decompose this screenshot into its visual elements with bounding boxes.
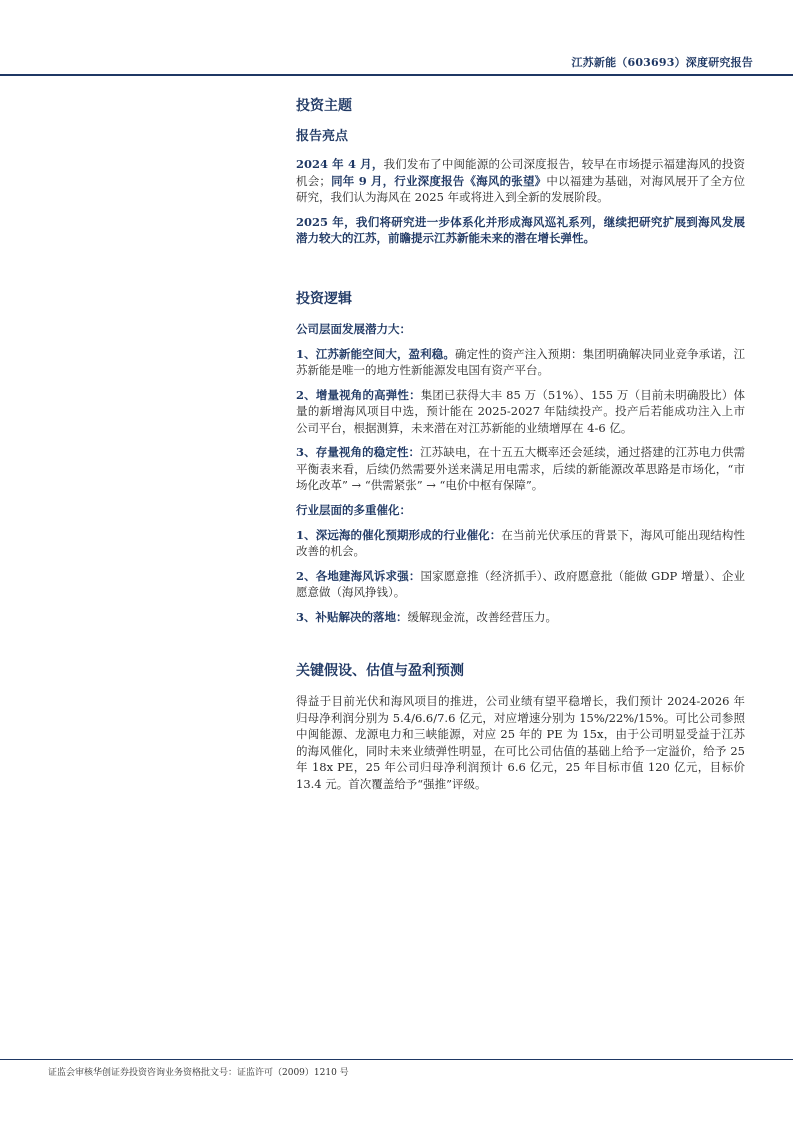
section-title-logic: 投资逻辑 (296, 290, 352, 307)
logic-item-4 (296, 527, 745, 560)
logic-item-1-text: 确定性的资产注入预期：集团明确解决同业竞争承诺，江苏新能是唯一的地方性新能源发电国有资产平台。 (296, 346, 745, 377)
section-title-theme: 投资主题 (296, 98, 352, 114)
page-header (0, 0, 793, 77)
logic-item-5 (296, 568, 745, 601)
highlights-heading: 报告亮点 (296, 129, 349, 144)
industry-subheading: 行业层面的多重催化： (296, 502, 411, 517)
logic-item-3-text: 江苏缺电，在十五五大概率还会延续，通过搭建的江苏电力供需平衡表来看，后续仍然需要外送来满足用电需求，后续的新能源改革思路是市场化，“市场化改革” → “供需紧张” → “电价中枢有保障”。 (296, 445, 745, 492)
highlight-text-2: 中以福建为基础，对海风展开了全方位研究，我们认为海风在 2025 年或将进入到全新的发展阶段。 (296, 173, 746, 204)
logic-item-6-text: 缓解现金流，改善经营压力。 (407, 609, 558, 624)
logic-item-2-title: 2、增量视角的高弹性： (296, 387, 421, 402)
logic-item-2-text: 集团已获得大丰 85 万（51%）、155 万（目前未明确股比）体量的新增海风项目中选，预计能在 2025-2027 年陆续投产。投产后若能成功注入上市公司平台，根据测算，未来潜在对江苏新能的业绩增厚在 4-6 亿。 (296, 387, 745, 435)
footer-disclaimer: 证监会审核华创证券投资咨询业务资格批文号：证监许可（2009）1210 号 (48, 1068, 349, 1078)
logic-item-1 (296, 346, 745, 379)
logic-item-5-text: 国家愿意推（经济抓手）、政府愿意批（能做 GDP 增量）、企业愿意做（海风挣钱）。 (296, 568, 745, 599)
section-title-forecast: 关键假设、估值与盈利预测 (296, 663, 464, 679)
logic-item-4-text: 在当前光伏承压的背景下，海风可能出现结构性改善的机会。 (296, 527, 746, 558)
logic-item-3 (296, 444, 745, 494)
spacer (296, 255, 745, 289)
main-content (296, 96, 745, 800)
header-divider (0, 74, 793, 76)
highlight-date-1: 2024 年 4 月， (296, 157, 384, 171)
logic-item-4-title: 1、深远海的催化预期形成的行业催化： (296, 527, 502, 542)
logic-item-2 (296, 387, 745, 437)
highlights-paragraph-1 (296, 156, 745, 206)
highlights-paragraph-2: 2025 年，我们将研究进一步体系化并形成海风巡礼系列，继续把研究扩展到海风发展潜力较大的江苏，前瞻提示江苏新能未来的潜在增长弹性。 (296, 214, 745, 245)
highlight-date-2: 同年 9 月，行业深度报告《海风的张望》 (330, 173, 547, 188)
logic-item-1-title: 1、江苏新能空间大，盈利稳。 (296, 346, 455, 361)
logic-item-6-title: 3、补贴解决的落地： (296, 609, 408, 624)
logic-item-3-title: 3、存量视角的稳定性： (296, 445, 421, 459)
logic-item-5-title: 2、各地建海风诉求强： (296, 568, 421, 583)
report-title: 江苏新能（603693）深度研究报告 (571, 56, 753, 69)
highlight-text-1: 我们发布了中闽能源的公司深度报告，较早在市场提示福建海风的投资机会； (296, 157, 745, 188)
company-subheading: 公司层面发展潜力大： (296, 321, 411, 336)
forecast-paragraph: 得益于目前光伏和海风项目的推进，公司业绩有望平稳增长，我们预计 2024-2026 年归母净利润分别为 5.4/6.6/7.6 亿元，对应增速分别为 15%/22%/15%。可比公司参照中闽能源、龙源电力和三峡能源，对应 25 年的 PE 为 15x，由于公司明显受益于江苏的海风催化，同时未来业绩弹性明显，在可比公司估值的基础上给予一定溢价，给予 25 年 18x PE，25 年公司归母净利润预计 6.6 亿元，25 年目标市值 120 亿元，目标价 13.4 元。首次覆盖给予“强推”评级。 (296, 694, 745, 791)
footer-divider (0, 1059, 793, 1060)
logic-item-6 (296, 609, 745, 626)
spacer (296, 633, 745, 661)
